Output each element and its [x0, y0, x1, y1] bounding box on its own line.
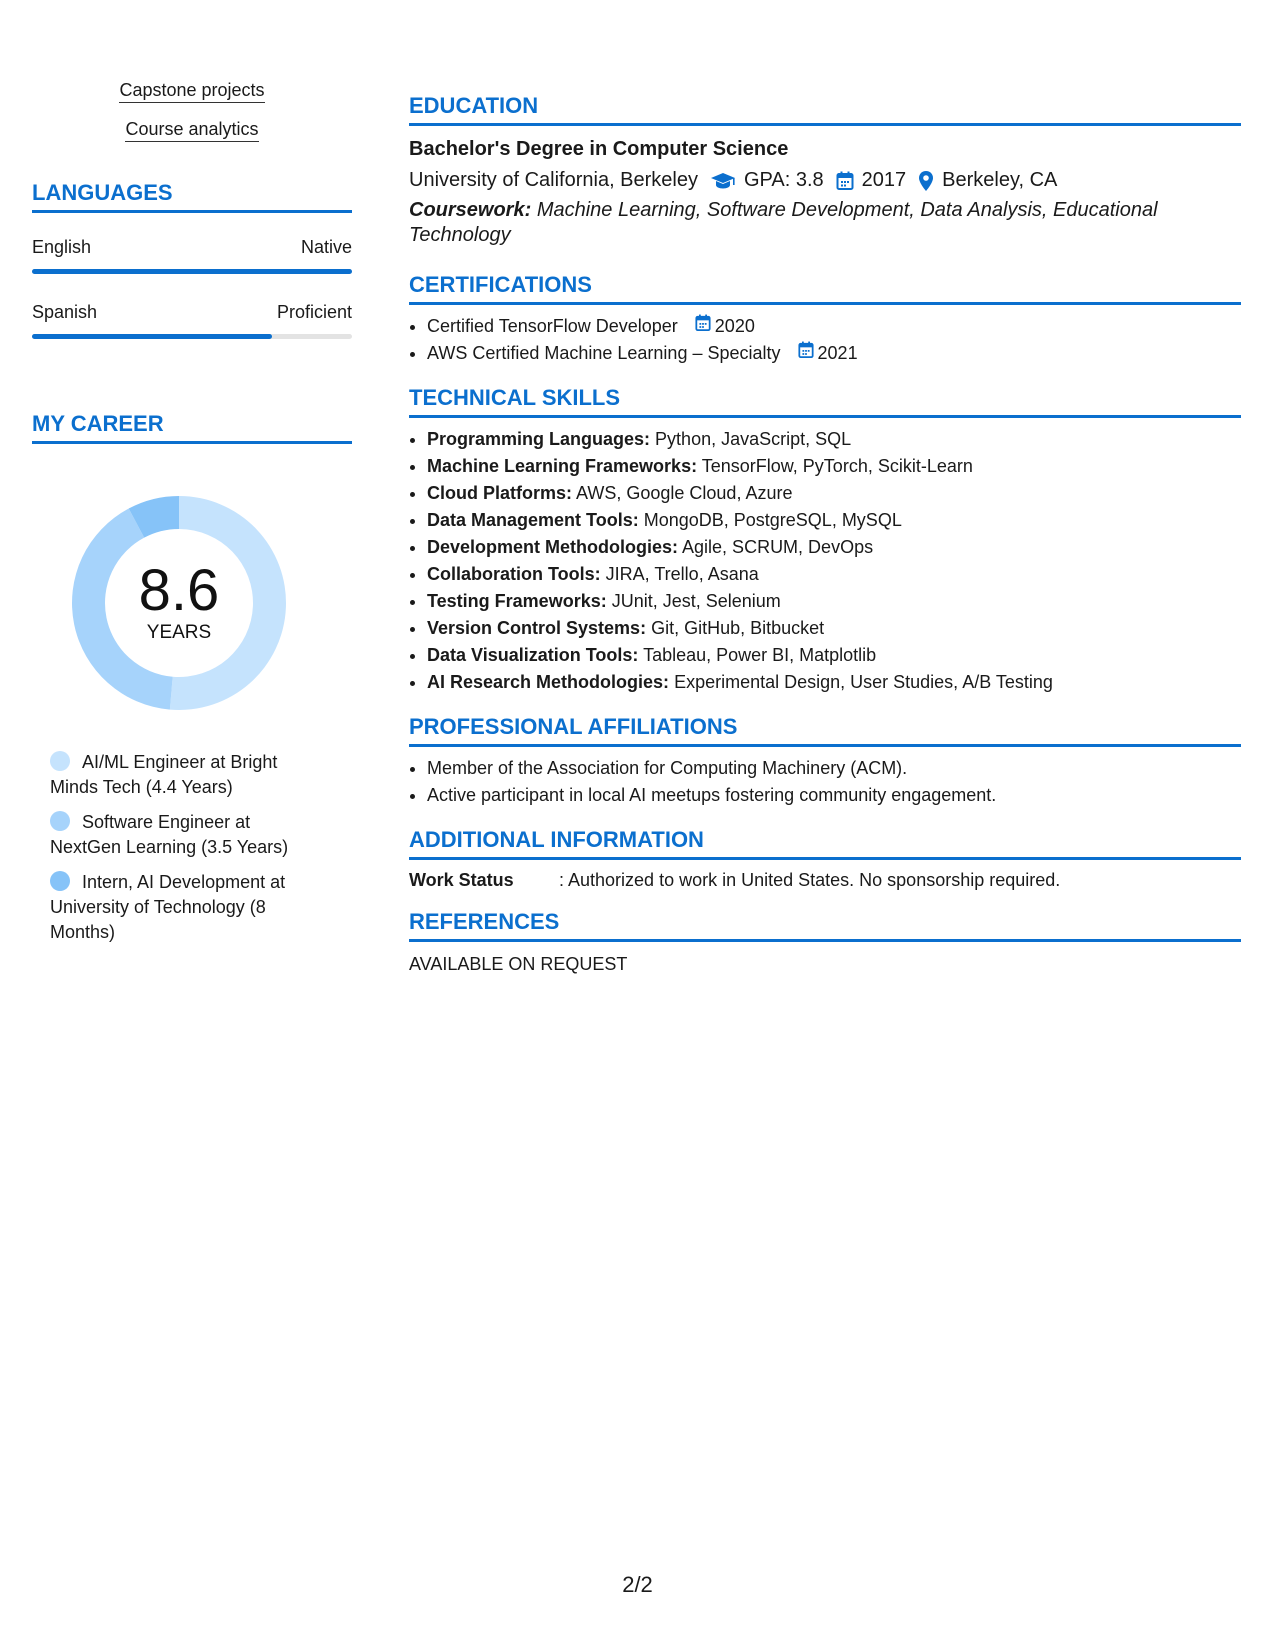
skill-value: Agile, SCRUM, DevOps — [682, 537, 874, 557]
skill-label: Collaboration Tools: — [427, 564, 601, 584]
education-location: Berkeley, CA — [942, 169, 1058, 191]
list-item — [427, 426, 1241, 453]
affiliations-list — [409, 755, 1241, 809]
skill-value: JUnit, Jest, Selenium — [611, 591, 781, 611]
right-column — [409, 93, 1241, 975]
course-analytics-link[interactable]: Course analytics — [125, 119, 258, 142]
location-pin-icon — [918, 170, 934, 192]
donut-center — [64, 488, 294, 718]
language-level: Proficient — [276, 302, 352, 322]
legend-item — [50, 750, 310, 800]
legend-dot — [50, 871, 70, 891]
skill-label: Data Visualization Tools: — [427, 645, 639, 665]
education-title: EDUCATION — [409, 93, 1241, 126]
calendar-icon — [695, 313, 711, 340]
languages-title: LANGUAGES — [32, 180, 352, 213]
list-item — [427, 561, 1241, 588]
gpa: GPA: 3.8 — [744, 169, 824, 191]
list-item — [427, 507, 1241, 534]
certification-name: AWS Certified Machine Learning – Specialty — [427, 343, 781, 363]
work-status-value: : Authorized to work in United States. No sponsorship required. — [559, 870, 1061, 890]
skill-label: Machine Learning Frameworks: — [427, 456, 698, 476]
link-item — [32, 119, 352, 140]
skill-label: Version Control Systems: — [427, 618, 647, 638]
career-title: MY CAREER — [32, 411, 352, 444]
skill-value: Python, JavaScript, SQL — [655, 429, 852, 449]
certification-name: Certified TensorFlow Developer — [427, 316, 678, 336]
legend-dot — [50, 751, 70, 771]
legend-label: Software Engineer at NextGen Learning (3.5 Years) — [50, 812, 289, 857]
skill-value: Tableau, Power BI, Matplotlib — [643, 645, 877, 665]
left-column — [32, 80, 352, 955]
school-name: University of California, Berkeley — [409, 169, 698, 191]
list-item — [427, 669, 1241, 696]
list-item — [427, 534, 1241, 561]
certification-year: 2021 — [817, 343, 858, 363]
skill-label: AI Research Methodologies: — [427, 672, 670, 692]
language-item — [32, 302, 352, 339]
legend-dot — [50, 811, 70, 831]
links-list — [32, 80, 352, 140]
career-legend — [50, 750, 310, 945]
legend-item — [50, 870, 310, 945]
language-level: Native — [300, 237, 352, 257]
career-donut-chart — [64, 488, 294, 718]
additional-info-title: ADDITIONAL INFORMATION — [409, 827, 1241, 860]
page-number: 2/2 — [622, 1572, 653, 1597]
skill-label: Programming Languages: — [427, 429, 651, 449]
skill-label: Data Management Tools: — [427, 510, 639, 530]
language-item — [32, 237, 352, 274]
calendar-icon — [836, 171, 854, 191]
work-status-label: Work Status — [409, 870, 514, 890]
list-item: • Active participant in local AI meetups fostering community engagement. — [427, 782, 1241, 809]
list-item — [427, 642, 1241, 669]
degree-title: Bachelor's Degree in Computer Science — [409, 138, 789, 160]
skill-value: TensorFlow, PyTorch, Scikit-Learn — [701, 456, 973, 476]
skill-value: AWS, Google Cloud, Azure — [576, 483, 793, 503]
certification-year: 2020 — [714, 316, 755, 336]
references-title: REFERENCES — [409, 909, 1241, 942]
list-item — [427, 340, 1241, 367]
skill-label: Development Methodologies: — [427, 537, 679, 557]
affiliations-title: PROFESSIONAL AFFILIATIONS — [409, 714, 1241, 747]
skills-list — [409, 426, 1241, 696]
coursework-label: Coursework: — [409, 199, 532, 221]
calendar-icon — [798, 340, 814, 367]
list-item: • Member of the Association for Computing Machinery (ACM). — [427, 755, 1241, 782]
skill-label: Testing Frameworks: — [427, 591, 607, 611]
work-status-row — [409, 870, 1241, 891]
list-item — [427, 588, 1241, 615]
language-name: Spanish — [32, 302, 98, 322]
language-bar-fill — [32, 269, 352, 274]
career-total-value: 8.6 — [138, 558, 220, 623]
list-item — [427, 615, 1241, 642]
skill-value: Git, GitHub, Bitbucket — [651, 618, 825, 638]
language-bar — [32, 269, 352, 274]
skill-value: JIRA, Trello, Asana — [605, 564, 759, 584]
certifications-list — [409, 313, 1241, 367]
skill-value: MongoDB, PostgreSQL, MySQL — [643, 510, 902, 530]
skill-value: Experimental Design, User Studies, A/B Testing — [674, 672, 1053, 692]
coursework-list: Machine Learning, Software Development, Data Analysis, Educational Technology — [409, 199, 1158, 246]
skills-title: TECHNICAL SKILLS — [409, 385, 1241, 418]
list-item — [427, 313, 1241, 340]
legend-label: AI/ML Engineer at Bright Minds Tech (4.4 Years) — [50, 752, 278, 797]
capstone-projects-link[interactable]: Capstone projects — [119, 80, 264, 103]
list-item — [427, 480, 1241, 507]
certifications-title: CERTIFICATIONS — [409, 272, 1241, 305]
legend-item — [50, 810, 310, 860]
career-total-unit: YEARS — [146, 622, 212, 643]
references-text: AVAILABLE ON REQUEST — [409, 954, 628, 974]
coursework — [409, 198, 1241, 248]
education-details — [409, 169, 1241, 192]
legend-label: Intern, AI Development at University of Technology (8 Months) — [50, 872, 286, 942]
link-item — [32, 80, 352, 101]
graduation-year: 2017 — [861, 169, 907, 191]
list-item — [427, 453, 1241, 480]
language-name: English — [32, 237, 92, 257]
skill-label: Cloud Platforms: — [427, 483, 573, 503]
graduation-cap-icon — [710, 171, 736, 191]
